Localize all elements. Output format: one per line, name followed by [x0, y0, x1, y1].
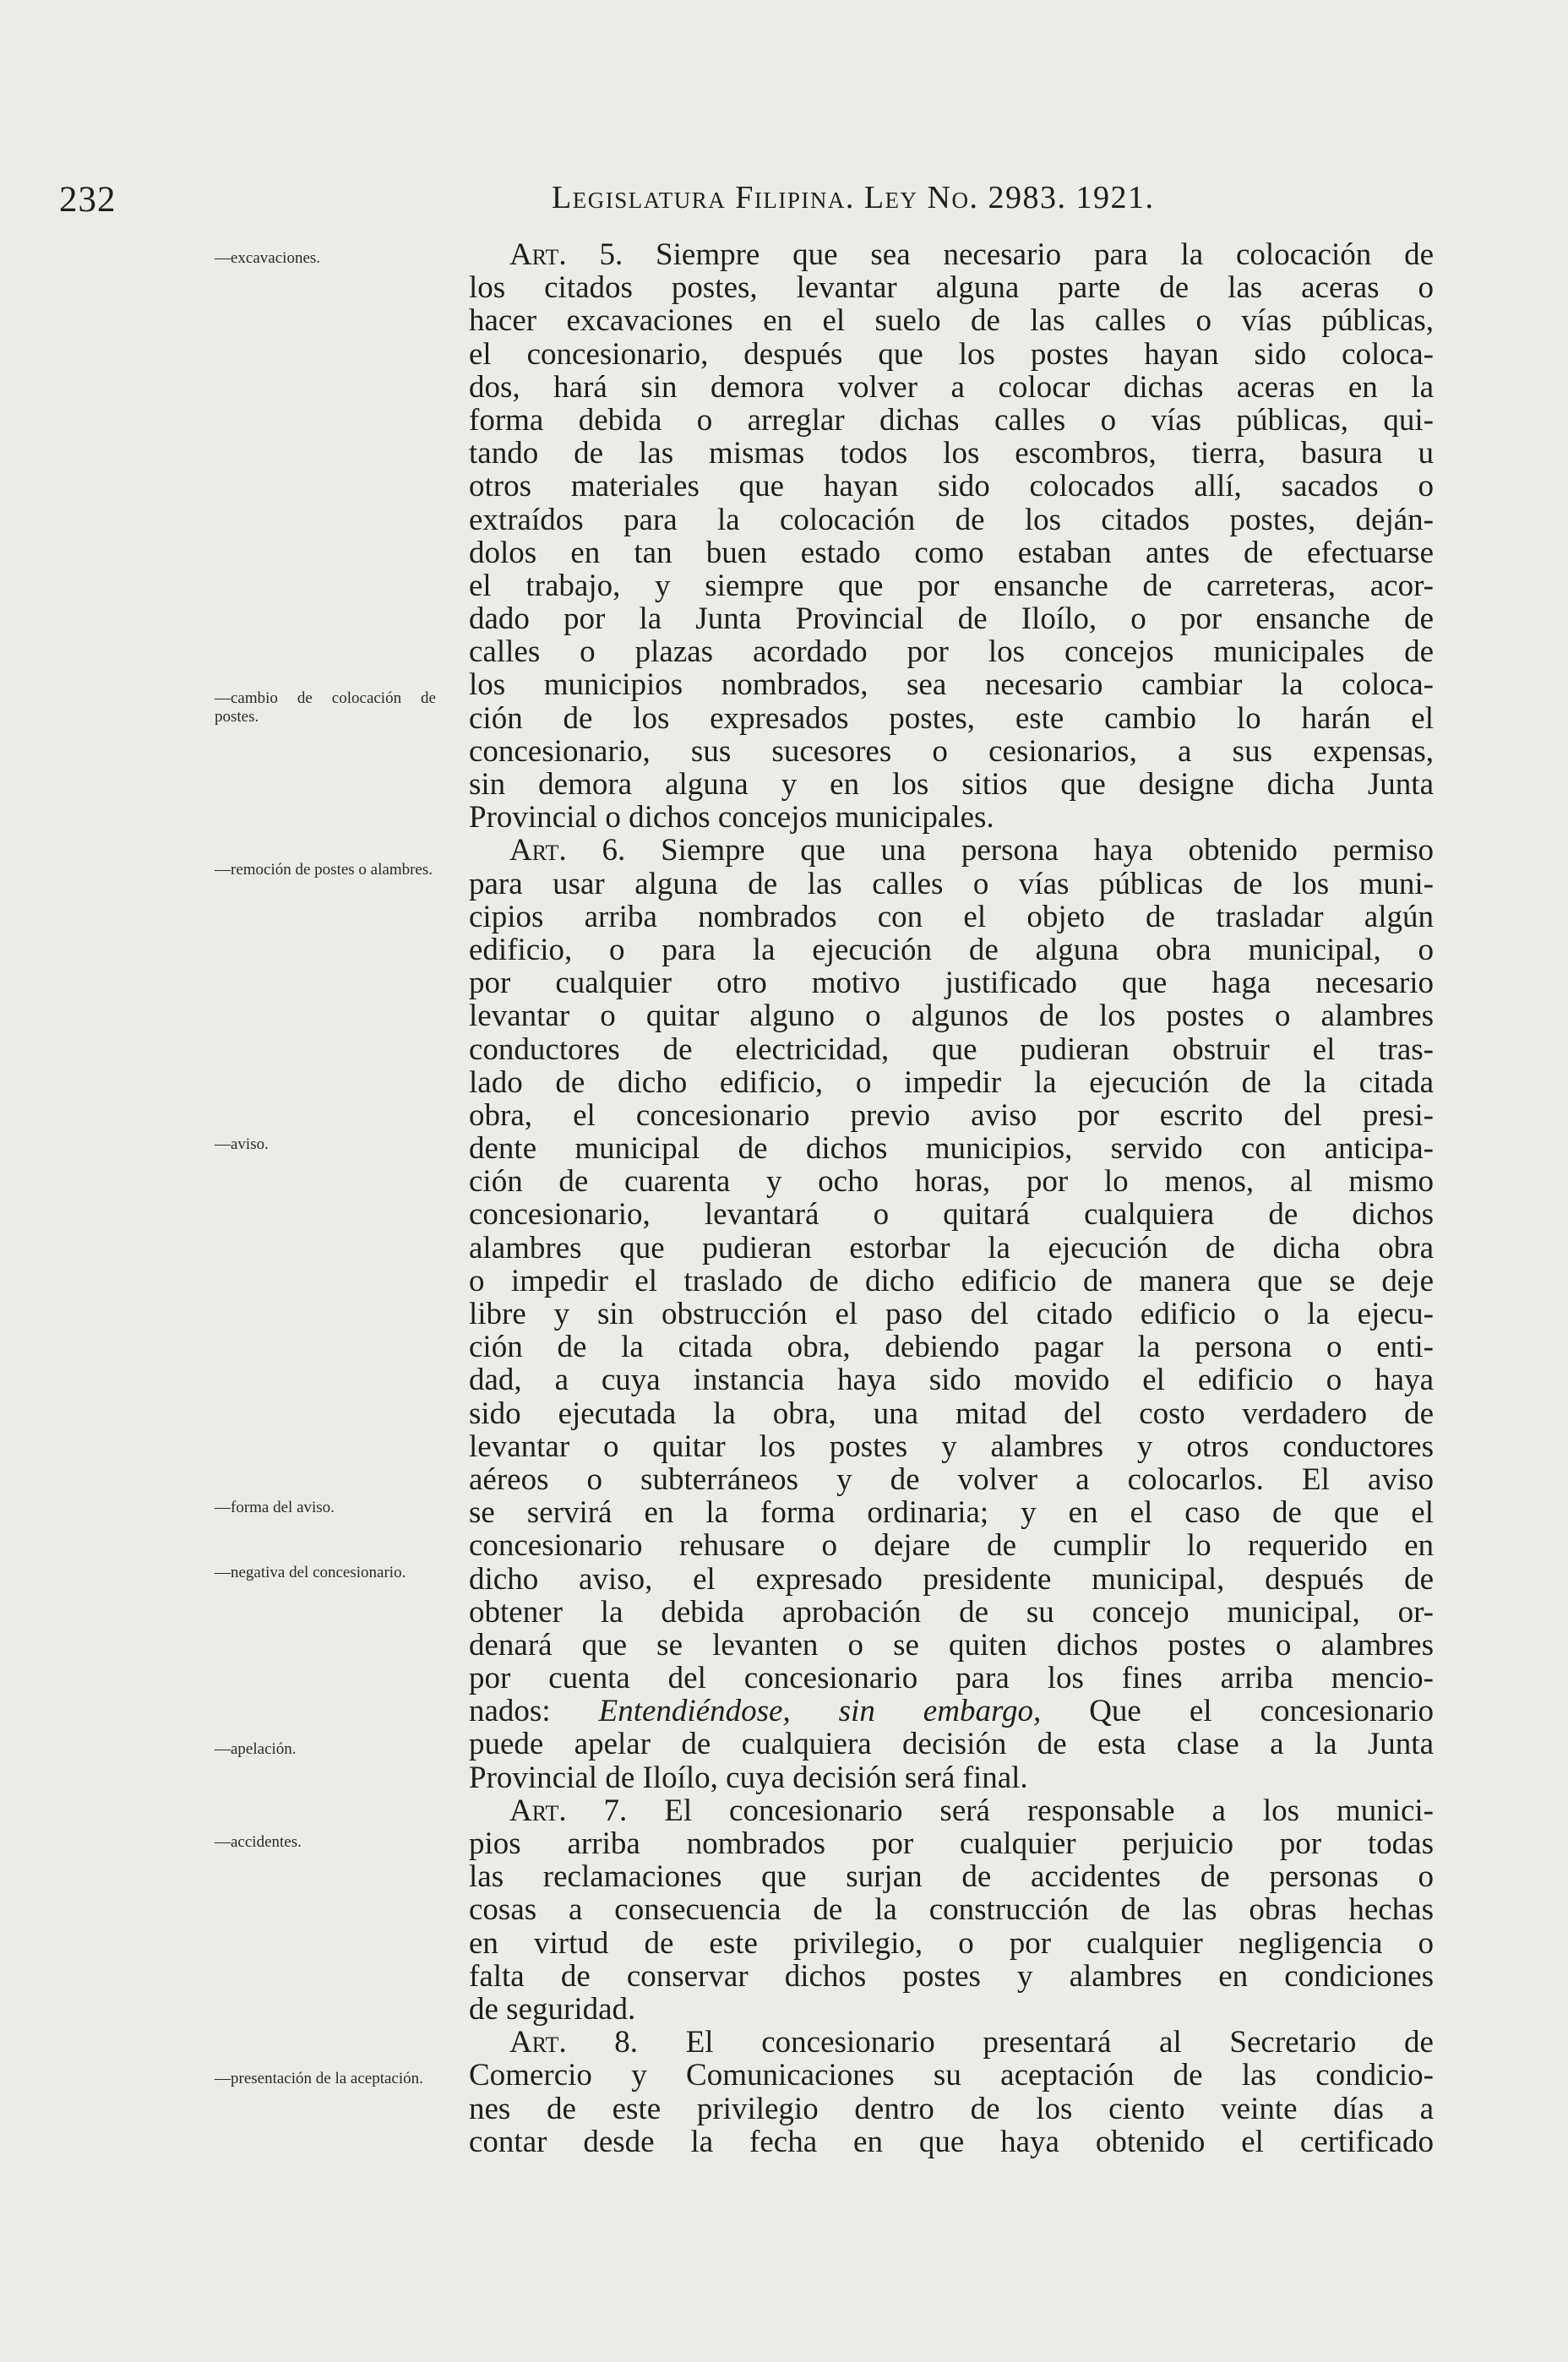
- text-line: Art. 8. El concesionario presentará al Secretario de: [509, 2025, 1434, 2060]
- margin-note-aviso: —aviso.: [215, 1135, 269, 1153]
- margin-note-accidentes: —accidentes.: [215, 1833, 302, 1851]
- text-line: contar desde la fecha en que haya obtenido el certificado: [469, 2124, 1434, 2159]
- text-line: tando de las mismas todos los escombros, tierra, basura u: [469, 436, 1434, 471]
- text-line: libre y sin obstrucción el paso del citado edificio o la ejecu-: [469, 1297, 1434, 1331]
- text-line: denará que se levanten o se quiten dichos postes o alambres: [469, 1627, 1434, 1663]
- text-line: concesionario, sus sucesores o cesionarios, a sus expensas,: [469, 733, 1434, 769]
- text-line: por cuenta del concesionario para los fines arriba mencio-: [469, 1661, 1434, 1696]
- text-line: dente municipal de dichos municipios, servido con anticipa-: [469, 1131, 1434, 1167]
- text-line: los citados postes, levantar alguna parte de las aceras o: [469, 270, 1434, 306]
- text-line: Art. 7. El concesionario será responsable a los munici-: [509, 1793, 1435, 1828]
- text-line: dad, a cuya instancia haya sido movido el edificio o haya: [469, 1363, 1434, 1398]
- text-line: aéreos o subterráneos y de volver a colocarlos. El aviso: [469, 1461, 1434, 1497]
- text-line: extraídos para la colocación de los citados postes, deján-: [469, 502, 1434, 537]
- text-line: Art. 6. Siempre que una persona haya obtenido permiso: [509, 833, 1434, 868]
- body-text: [469, 238, 1434, 2158]
- text-line: forma debida o arreglar dichas calles o vías públicas, qui-: [469, 402, 1434, 438]
- text-line: las reclamaciones que surjan de accidentes de personas o: [469, 1859, 1434, 1895]
- text-line: se servirá en la forma ordinaria; y en el caso de que el: [469, 1495, 1434, 1531]
- text-line: levantar o quitar alguno o algunos de los postes o alambres: [469, 999, 1434, 1034]
- text-line: hacer excavaciones en el suelo de las calles o vías públicas,: [469, 303, 1434, 339]
- text-line: concesionario, levantará o quitará cualquiera de dichos: [469, 1197, 1434, 1233]
- italic-proviso: Entendiéndose, sin embargo,: [598, 1694, 1042, 1729]
- text-line: ción de los expresados postes, este cambio lo harán el: [469, 700, 1434, 736]
- text-line: concesionario rehusare o dejare de cumplir lo requerido en: [469, 1528, 1434, 1564]
- text-line: dolos en tan buen estado como estaban antes de efectuarse: [469, 535, 1434, 570]
- running-head: Legislatura Filipina. Ley No. 2983. 1921.: [552, 180, 1155, 215]
- text-line: por cualquier otro motivo justificado que haga necesario: [469, 966, 1434, 1001]
- text-line: el concesionario, después que los postes hayan sido coloca-: [469, 336, 1434, 372]
- text-line: ción de cuarenta y ocho horas, por lo menos, al mismo: [469, 1164, 1434, 1200]
- text-line: sin demora alguna y en los sitios que designe dicha Junta: [469, 767, 1434, 802]
- text-line: obtener la debida aprobación de su concejo municipal, or-: [469, 1594, 1434, 1630]
- text-line: para usar alguna de las calles o vías públicas de los muni-: [469, 866, 1434, 901]
- page-number: 232: [59, 180, 117, 220]
- text-line: dos, hará sin demora volver a colocar dichas aceras en la: [469, 369, 1434, 405]
- article-label: Art. 5.: [509, 237, 623, 272]
- text-line: conductores de electricidad, que pudieran obstruir el tras-: [469, 1031, 1434, 1067]
- margin-note-presentacion-aceptacion: —presentación de la aceptación.: [215, 2070, 423, 2087]
- text-line: alambres que pudieran estorbar la ejecución de dicha obra: [469, 1230, 1434, 1265]
- text-line: cosas a consecuencia de la construcción de las obras hechas: [469, 1892, 1434, 1928]
- article-label: Art. 7.: [509, 1793, 628, 1828]
- margin-note-negativa-concesionario: —negativa del concesionario.: [215, 1564, 406, 1581]
- text-line: Comercio y Comunicaciones su aceptación de las condicio-: [469, 2058, 1434, 2093]
- text-line: lado de dicho edificio, o impedir la ejecución de la citada: [469, 1064, 1434, 1100]
- margin-note-remocion-postes: —remoción de postes o alambres.: [215, 861, 433, 879]
- article-label: Art. 6.: [509, 833, 626, 868]
- margin-note-cambio-colocacion: —cambio de colocación de postes.: [215, 689, 436, 726]
- text-line: o impedir el traslado de dicho edificio de manera que se deje: [469, 1263, 1434, 1298]
- text-line: sido ejecutada la obra, una mitad del costo verdadero de: [469, 1396, 1434, 1431]
- text-line: el trabajo, y siempre que por ensanche de carreteras, acor-: [469, 568, 1434, 603]
- margin-note-forma-aviso: —forma del aviso.: [215, 1499, 335, 1516]
- text-line: en virtud de este privilegio, o por cualquier negligencia o: [469, 1925, 1434, 1961]
- text-line: obra, el concesionario previo aviso por escrito del presi-: [469, 1097, 1434, 1133]
- text-line: calles o plazas acordado por los concejos municipales de: [469, 634, 1434, 670]
- text-line: cipios arriba nombrados con el objeto de trasladar algún: [469, 899, 1434, 934]
- text-line: nados: Entendiéndose, sin embargo, Que el concesionario: [469, 1694, 1434, 1729]
- text-line: Provincial de Iloílo, cuya decisión será final.: [469, 1760, 1028, 1795]
- text-line: ción de la citada obra, debiendo pagar la persona o enti-: [469, 1330, 1434, 1365]
- text-line: levantar o quitar los postes y alambres y otros conductores: [469, 1429, 1434, 1464]
- article-label: Art. 8.: [509, 2025, 639, 2060]
- text-line: puede apelar de cualquiera decisión de esta clase a la Junta: [469, 1727, 1434, 1762]
- text-line: otros materiales que hayan sido colocados allí, sacados o: [469, 469, 1434, 504]
- text-line: falta de conservar dichos postes y alambres en condiciones: [469, 1958, 1434, 1994]
- text-line: pios arriba nombrados por cualquier perjuicio por todas: [469, 1826, 1434, 1861]
- text-line: de seguridad.: [469, 1991, 636, 2027]
- text-line: los municipios nombrados, sea necesario cambiar la coloca-: [469, 667, 1434, 703]
- text-line: Art. 5. Siempre que sea necesario para la colocación de: [509, 237, 1435, 272]
- margin-note-excavaciones: —excavaciones.: [215, 249, 321, 267]
- text-line: edificio, o para la ejecución de alguna obra municipal, o: [469, 932, 1434, 967]
- text-line: nes de este privilegio dentro de los ciento veinte días a: [469, 2091, 1434, 2126]
- text-line: dicho aviso, el expresado presidente municipal, después de: [469, 1561, 1434, 1597]
- text-line: dado por la Junta Provincial de Iloílo, o por ensanche de: [469, 601, 1434, 637]
- margin-note-apelacion: —apelación.: [215, 1740, 297, 1758]
- text-line: Provincial o dichos concejos municipales.: [469, 800, 994, 835]
